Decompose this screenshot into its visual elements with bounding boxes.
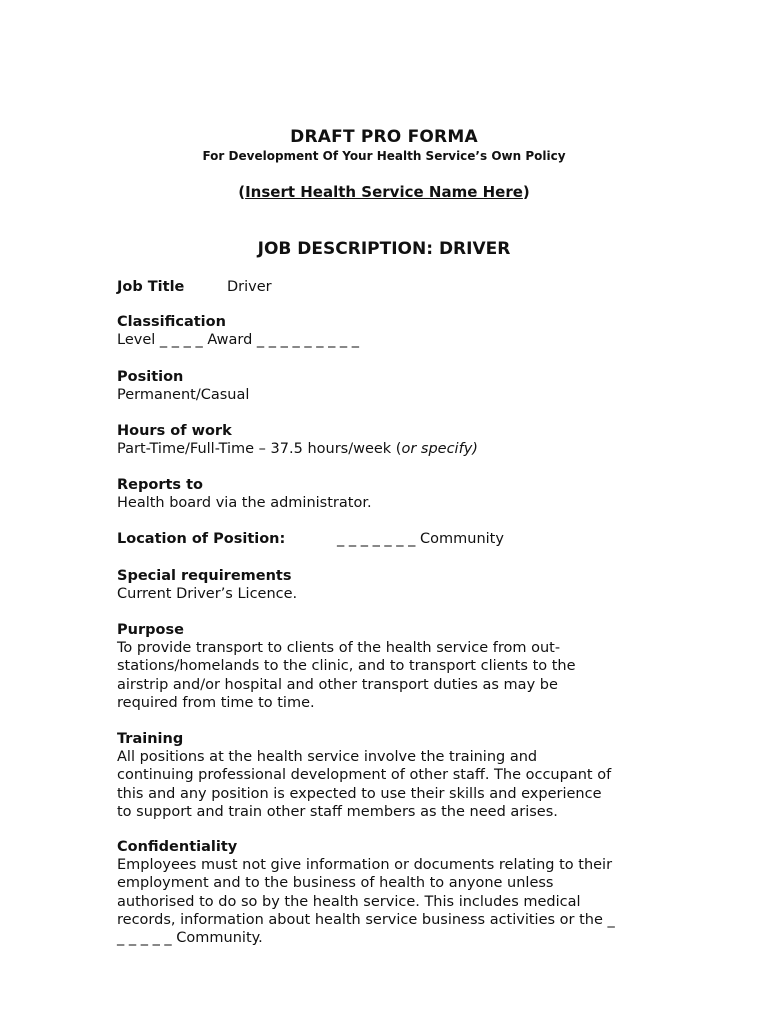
training-line: All positions at the health service involve the training and (117, 749, 538, 766)
position-section (117, 368, 657, 404)
hours-text: Part-Time/Full-Time – 37.5 hours/week ( (117, 441, 402, 458)
confidentiality-line: Employees must not give information or documents relating to their (117, 857, 613, 874)
confidentiality-line: records, information about health service business activities or the _ (117, 911, 615, 928)
reports-to-section (117, 476, 657, 512)
hours-heading: Hours of work (117, 423, 232, 439)
location-value: _ _ _ _ _ _ _ Community (337, 531, 504, 547)
reports-to-text: Health board via the administrator. (117, 495, 372, 512)
special-requirements-section (117, 567, 657, 603)
job-title-label: Job Title (117, 279, 185, 295)
classification-heading: Classification (117, 314, 226, 330)
purpose-heading: Purpose (117, 622, 184, 638)
health-service-name-placeholder (0, 183, 768, 201)
purpose-line: airstrip and/or hospital and other transport duties as may be (117, 676, 558, 693)
classification-section (117, 313, 657, 349)
confidentiality-line: authorised to do so by the health service. This includes medical (117, 893, 581, 910)
training-line: this and any position is expected to use their skills and experience (117, 785, 602, 802)
special-requirements-heading: Special requirements (117, 568, 292, 584)
paren-open: ( (238, 183, 246, 201)
purpose-line: stations/homelands to the clinic, and to transport clients to the (117, 658, 576, 675)
location-label: Location of Position: (117, 531, 286, 547)
paren-close: ) (522, 183, 530, 201)
hours-section (117, 422, 657, 458)
training-heading: Training (117, 731, 184, 747)
position-text: Permanent/Casual (117, 387, 250, 404)
training-section (117, 730, 657, 821)
purpose-line: required from time to time. (117, 694, 315, 711)
confidentiality-heading: Confidentiality (117, 839, 238, 855)
hours-text-line (117, 440, 657, 458)
document-subtitle: For Development Of Your Health Service’s Own Policy (202, 149, 566, 163)
position-heading: Position (117, 369, 184, 385)
training-line: to support and train other staff members as the need arises. (117, 803, 558, 820)
purpose-line: To provide transport to clients of the health service from out- (117, 640, 561, 657)
document-title: DRAFT PRO FORMA (290, 127, 478, 147)
confidentiality-line: employment and to the business of health to anyone unless (117, 875, 554, 892)
classification-text: Level _ _ _ _ Award _ _ _ _ _ _ _ _ _ (117, 332, 360, 349)
special-requirements-text: Current Driver’s Licence. (117, 586, 298, 603)
training-line: continuing professional development of other staff. The occupant of (117, 767, 612, 784)
purpose-section (117, 621, 657, 712)
job-description-heading: JOB DESCRIPTION: DRIVER (257, 239, 511, 259)
hours-text-italic: or specify) (401, 441, 478, 458)
insert-name-text: Insert Health Service Name Here (245, 183, 523, 201)
confidentiality-line: _ _ _ _ _ Community. (117, 930, 263, 947)
job-title-value: Driver (227, 279, 272, 295)
reports-to-heading: Reports to (117, 477, 203, 493)
confidentiality-section (117, 838, 657, 947)
